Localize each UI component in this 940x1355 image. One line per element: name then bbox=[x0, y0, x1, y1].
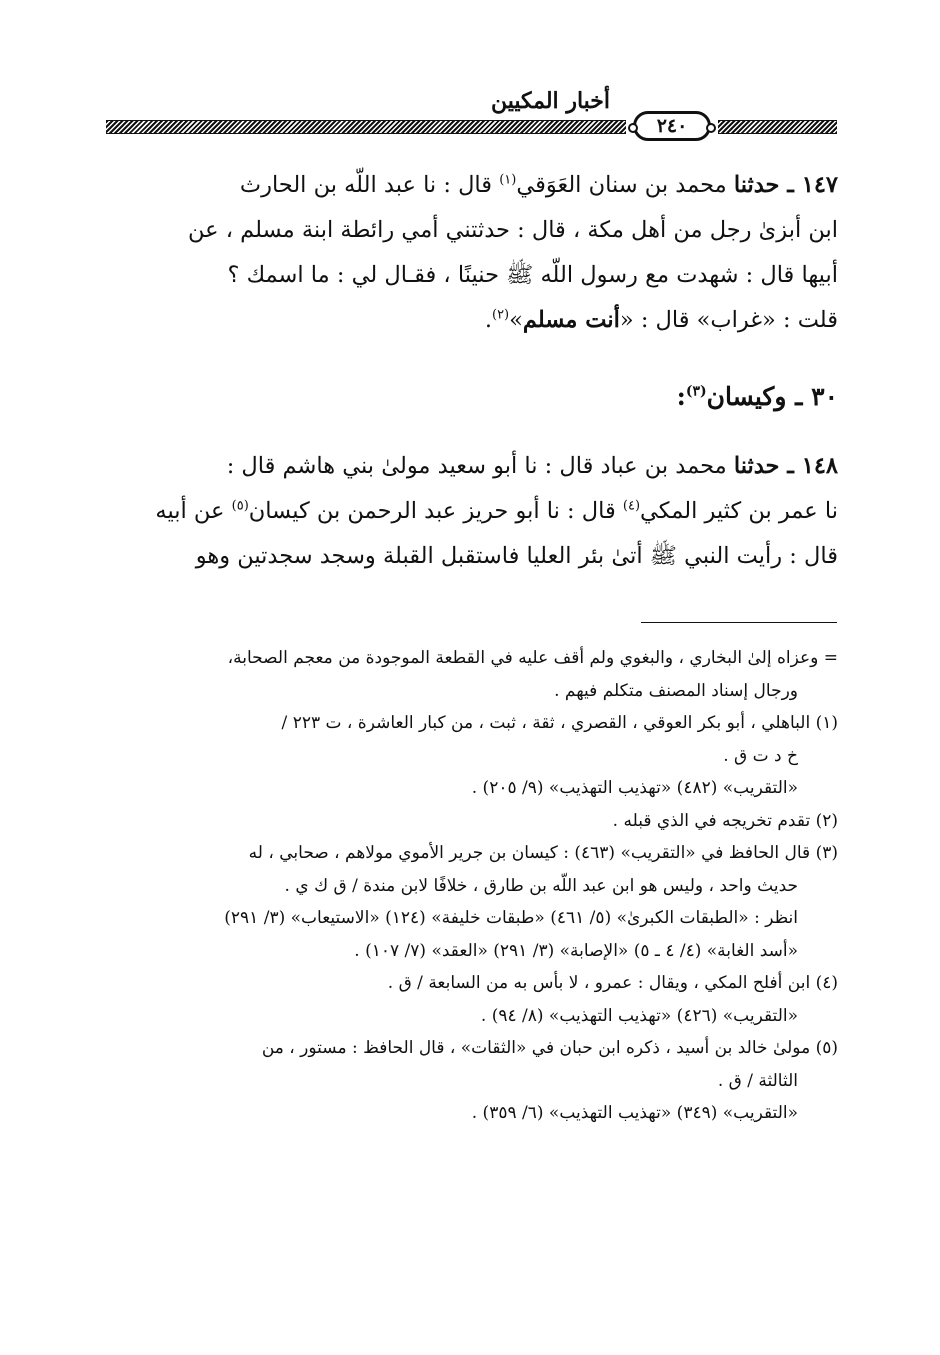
footnote-line: حديث واحد ، وليس هو ابن عبد اللّه بن طارق ، خلافًا لابن مندة / ق ك ي . bbox=[284, 875, 798, 896]
footnote-separator bbox=[641, 622, 837, 623]
footnotes bbox=[106, 642, 838, 1130]
hadith-148-line: نا عمر بن كثير المكي$^{(٤)}$ قال : نا أبو حريز عبد الرحمن بن كيسان$^{(٥)}$ عن أبيه bbox=[155, 498, 838, 524]
footnote-line: «التقريب» (٤٢٦) «تهذيب التهذيب» (٨/ ٩٤) . bbox=[480, 1005, 798, 1026]
hadith-147-line: ١٤٧ ـ حدثنا محمد بن سنان العَوَقي$^{(١)}$ قال : نا عبد اللّه بن الحارث bbox=[239, 172, 838, 198]
hadith-148-line: قال : رأيت النبي ﷺ أتىٰ بئر العليا فاستقبل القبلة وسجد سجدتين وهو bbox=[195, 543, 838, 569]
running-title: أخبار المكيين bbox=[490, 88, 610, 114]
footnote-line: ورجال إسناد المصنف متكلم فيهم . bbox=[554, 680, 798, 701]
footnote-line: خ د ت ق . bbox=[723, 745, 798, 766]
hadith-147-line: قلت : «غراب» قال : «أنت مسلم»$^{(٢)}$. bbox=[484, 307, 838, 333]
hadith-147-line: ابن أبزىٰ رجل من أهل مكة ، قال : حدثتني أمي رائطة ابنة مسلم ، عن bbox=[188, 217, 838, 243]
footnote-line: (٤) ابن أفلح المكي ، ويقال : عمرو ، لا بأس به من السابعة / ق . bbox=[387, 973, 838, 993]
footnote-line: (٥) مولىٰ خالد بن أسيد ، ذكره ابن حبان في «الثقات» ، قال الحافظ : مستور ، من bbox=[261, 1038, 838, 1058]
footnote-line: «التقريب» (٤٨٢) «تهذيب التهذيب» (٩/ ٢٠٥) . bbox=[471, 778, 798, 798]
hadith-147-line: أبيها قال : شهدت مع رسول اللّه ﷺ حنينًا ، فقـال لي : ما اسمك ؟ bbox=[227, 262, 838, 288]
footnote-line: «التقريب» (٣٤٩) «تهذيب التهذيب» (٦/ ٣٥٩) . bbox=[471, 1103, 798, 1123]
hadith-148 bbox=[106, 444, 838, 579]
footnote-line: انظر : «الطبقات الكبرىٰ» (٥/ ٤٦١) «طبقات خليفة» (١٢٤) «الاستيعاب» (٣/ ٢٩١) bbox=[224, 908, 798, 928]
footnote-line: «أسد الغابة» (٤/ ٤ ـ ٥) «الإصابة» (٣/ ٢٩١) «العقد» (٧/ ١٠٧) . bbox=[354, 940, 798, 961]
page-number: ٢٤٠ bbox=[633, 111, 711, 141]
hadith-147 bbox=[106, 163, 838, 343]
hadith-148-line: ١٤٨ ـ حدثنا محمد بن عباد قال : نا أبو سعيد مولىٰ بني هاشم قال : bbox=[226, 453, 838, 479]
section-heading: ٣٠ ـ وكيسان$^{(٣)}$: bbox=[676, 382, 838, 411]
footnote-line: (١) الباهلي ، أبو بكر العوقي ، القصري ، ثقة ، ثبت ، من كبار العاشرة ، ت ٢٢٣ / bbox=[281, 713, 838, 733]
header-ornament-right bbox=[718, 120, 837, 134]
footnote-line: (٣) قال الحافظ في «التقريب» (٤٦٣) : كيسان بن جرير الأموي مولاهم ، صحابي ، له bbox=[248, 843, 838, 863]
footnote-line: = وعزاه إلىٰ البخاري ، والبغوي ولم أقف عليه في القطعة الموجودة من معجم الصحابة، bbox=[227, 648, 838, 668]
header-ornament-left bbox=[106, 120, 626, 134]
footnote-line: (٢) تقدم تخريجه في الذي قبله . bbox=[612, 810, 838, 831]
footnote-line: الثالثة / ق . bbox=[717, 1070, 798, 1091]
